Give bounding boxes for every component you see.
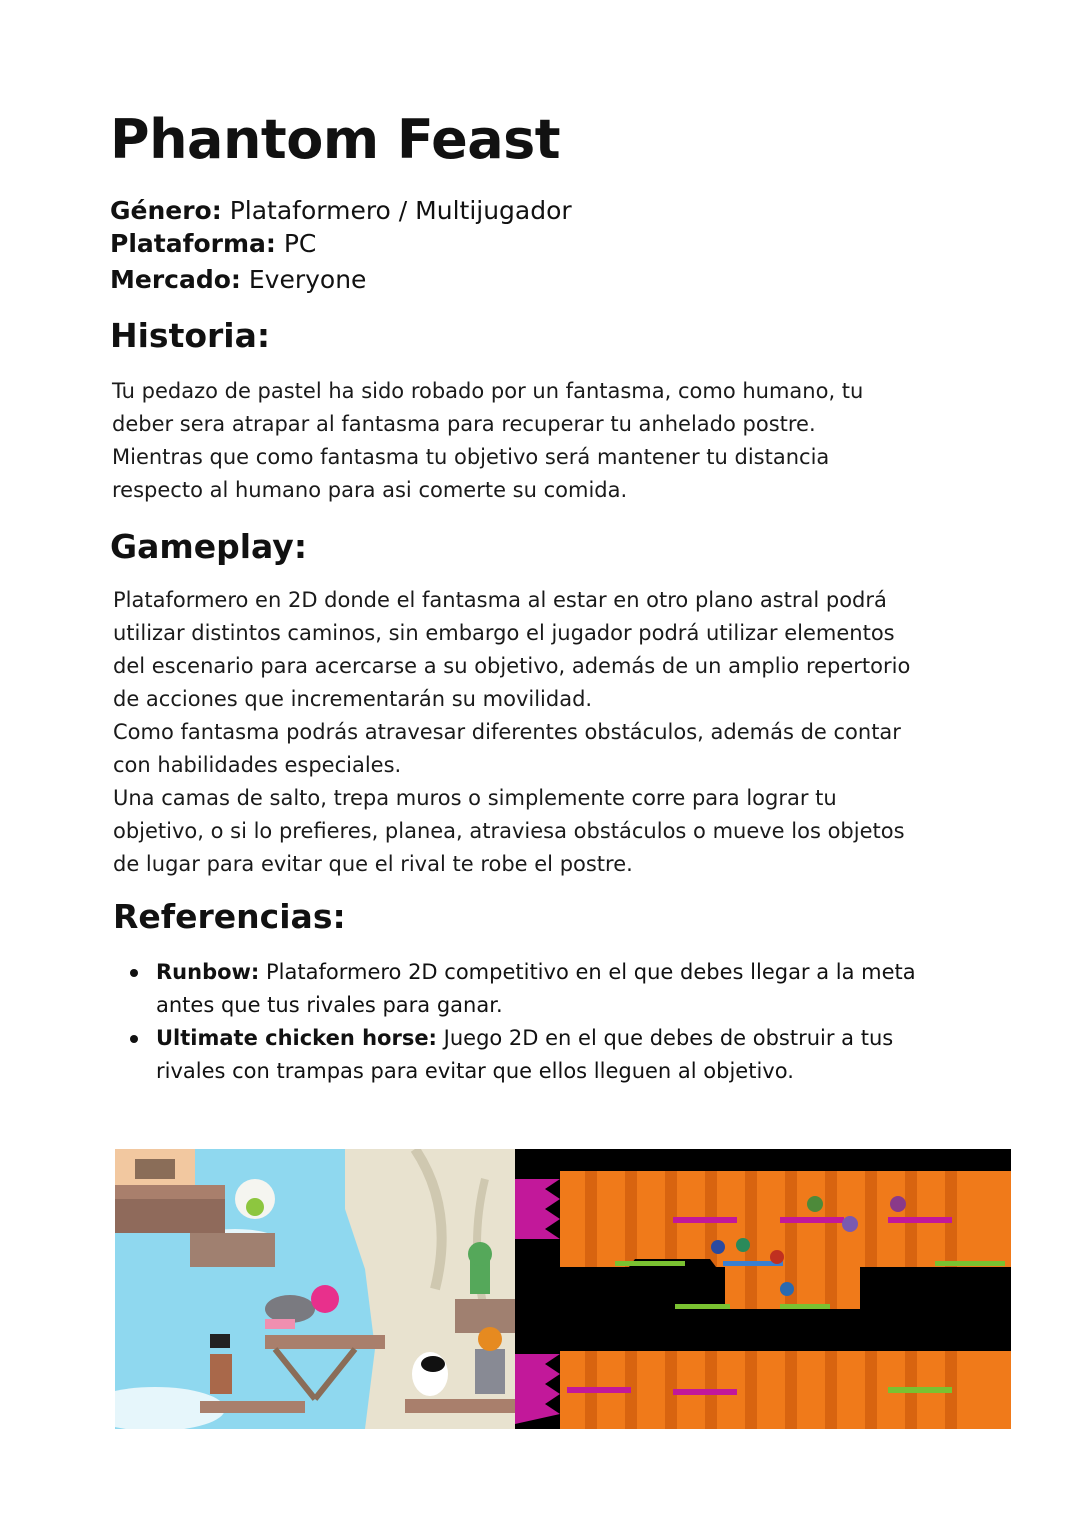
wood-platform	[265, 1335, 385, 1349]
runner-character	[711, 1240, 725, 1254]
magenta-platform	[888, 1217, 952, 1223]
green-platform	[615, 1261, 685, 1266]
raccoon-character	[475, 1349, 505, 1394]
raccoon-crown	[478, 1327, 502, 1351]
runner-character	[780, 1282, 794, 1296]
historia-line: Tu pedazo de pastel ha sido robado por un fantasma, como humano, tu	[112, 379, 864, 403]
runbow-screenshot	[515, 1149, 1011, 1429]
gameplay-line: Plataformero en 2D donde el fantasma al estar en otro plano astral podrá	[113, 588, 887, 612]
gameplay-line: con habilidades especiales.	[113, 753, 402, 777]
reference-name: Ultimate chicken horse:	[156, 1026, 437, 1050]
gameplay-line: de lugar para evitar que el rival te robe el postre.	[113, 852, 633, 876]
referencias-heading: Referencias:	[113, 897, 346, 936]
green-platform	[935, 1261, 1005, 1266]
reference-desc: Juego 2D en el que debes de obstruir a tus	[436, 1026, 894, 1050]
runner-character	[736, 1238, 750, 1252]
gameplay-line: objetivo, o si lo prefieres, planea, atraviesa obstáculos o mueve los objetos	[113, 819, 905, 843]
runner-character	[770, 1250, 784, 1264]
sheep-face	[421, 1356, 445, 1372]
market-value: Everyone	[248, 265, 367, 294]
reference-item-runbow	[126, 956, 986, 1022]
green-platform	[675, 1304, 730, 1309]
genre-label: Género:	[110, 196, 222, 225]
document-title: Phantom Feast	[110, 108, 561, 171]
genre-line	[110, 194, 572, 228]
reference-item-ultimate-chicken-horse	[126, 1022, 986, 1088]
historia-heading: Historia:	[110, 316, 271, 355]
horse-character	[210, 1354, 232, 1394]
runner-character	[842, 1216, 858, 1232]
gameplay-line: Una camas de salto, trepa muros o simplemente corre para lograr tu	[113, 786, 837, 810]
wood-platform	[200, 1401, 305, 1413]
magenta-platform	[780, 1217, 844, 1223]
gameplay-paragraph	[113, 584, 910, 881]
wood-platform	[405, 1399, 515, 1413]
platform-value: PC	[283, 229, 317, 258]
screenshots-svg	[115, 1149, 1011, 1429]
green-platform	[780, 1304, 830, 1309]
elephant-character	[265, 1295, 315, 1323]
wood-platform	[115, 1185, 225, 1199]
gameplay-line: utilizar distintos caminos, sin embargo el jugador podrá utilizar elementos	[113, 621, 895, 645]
reference-desc-cont: rivales con trampas para evitar que ellos lleguen al objetivo.	[156, 1059, 794, 1083]
character-roller	[265, 1319, 295, 1329]
gameplay-heading: Gameplay:	[110, 527, 308, 566]
magenta-platform	[567, 1387, 631, 1393]
reference-screenshots	[115, 1149, 1011, 1429]
gameplay-line: Como fantasma podrás atravesar diferentes obstáculos, además de contar	[113, 720, 901, 744]
black-spiked-block	[860, 1267, 1011, 1319]
chameleon-head	[468, 1242, 492, 1266]
reference-desc-cont: antes que tus rivales para ganar.	[156, 993, 503, 1017]
genre-value: Plataformero / Multijugador	[229, 196, 572, 225]
reference-desc: Plataformero 2D competitivo en el que debes llegar a la meta	[259, 960, 916, 984]
references-list	[126, 956, 986, 1088]
wood-block	[455, 1299, 515, 1333]
character-hair	[311, 1285, 339, 1313]
historia-line: deber sera atrapar al fantasma para recuperar tu anhelado postre.	[112, 412, 816, 436]
reference-name: Runbow:	[156, 960, 260, 984]
character-accessory	[246, 1198, 264, 1216]
platform-label: Plataforma:	[110, 229, 276, 258]
gameplay-line: del escenario para acercarse a su objetivo, además de un amplio repertorio	[113, 654, 911, 678]
historia-line: Mientras que como fantasma tu objetivo será mantener tu distancia	[112, 445, 830, 469]
runner-character	[890, 1196, 906, 1212]
runner-character	[807, 1196, 823, 1212]
top-hat	[210, 1334, 230, 1348]
market-line	[110, 263, 366, 297]
historia-paragraph	[112, 375, 863, 507]
wood-stairs	[115, 1199, 225, 1233]
historia-line: respecto al humano para asi comerte su comida.	[112, 478, 628, 502]
market-label: Mercado:	[110, 265, 241, 294]
gameplay-line: de acciones que incrementarán su movilidad.	[113, 687, 593, 711]
ultimate-chicken-horse-screenshot	[115, 1149, 515, 1429]
magenta-platform	[673, 1389, 737, 1395]
green-platform	[888, 1387, 952, 1393]
magenta-platform	[673, 1217, 737, 1223]
platform-line	[110, 227, 316, 261]
wood-stairs	[190, 1233, 275, 1267]
distant-building-window	[135, 1159, 175, 1179]
